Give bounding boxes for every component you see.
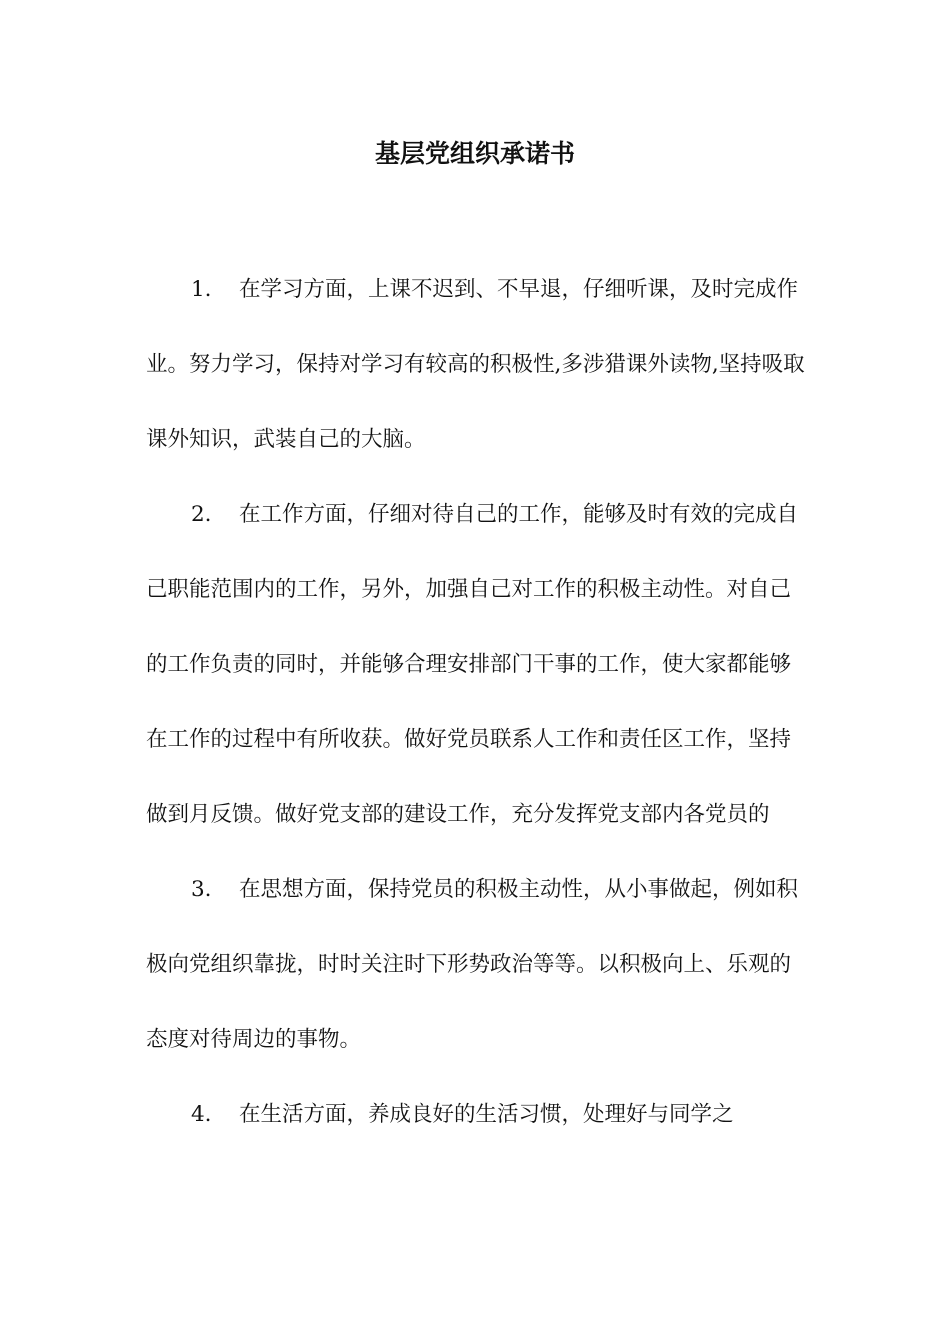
paragraph-1 — [146, 252, 808, 477]
document-title: 基层党组织承诺书 — [374, 139, 575, 168]
paragraph-text: 在学习方面，上课不迟到、不早退，仔细听课，及时完成作业。努力学习，保持对学习有较高的积极性,多涉猎课外读物,坚持吸取课外知识，武装自己的大脑。 — [146, 277, 805, 452]
paragraph-number: 2. — [191, 502, 212, 527]
paragraph-number: 3. — [191, 877, 212, 902]
paragraph-text: 在工作方面，仔细对待自己的工作，能够及时有效的完成自己职能范围内的工作，另外，加强自己对工作的积极主动性。对自己的工作负责的同时，并能够合理安排部门干事的工作，使大家都能够在工作的过程中有所收获。做好党员联系人工作和责任区工作，坚持做到月反馈。做好党支部的建设工作，充分发挥党支部内各党员的 — [146, 502, 799, 827]
paragraph-2 — [146, 477, 808, 852]
document-body — [146, 252, 808, 1152]
paragraph-text: 在生活方面，养成良好的生活习惯，处理好与同学之 — [239, 1102, 734, 1127]
paragraph-3 — [146, 852, 808, 1077]
paragraph-number: 4. — [191, 1102, 212, 1127]
paragraph-4 — [146, 1077, 808, 1152]
paragraph-text: 在思想方面，保持党员的积极主动性，从小事做起，例如积极向党组织靠拢，时时关注时下形势政治等等。以积极向上、乐观的态度对待周边的事物。 — [146, 877, 799, 1052]
paragraph-number: 1. — [191, 277, 212, 302]
